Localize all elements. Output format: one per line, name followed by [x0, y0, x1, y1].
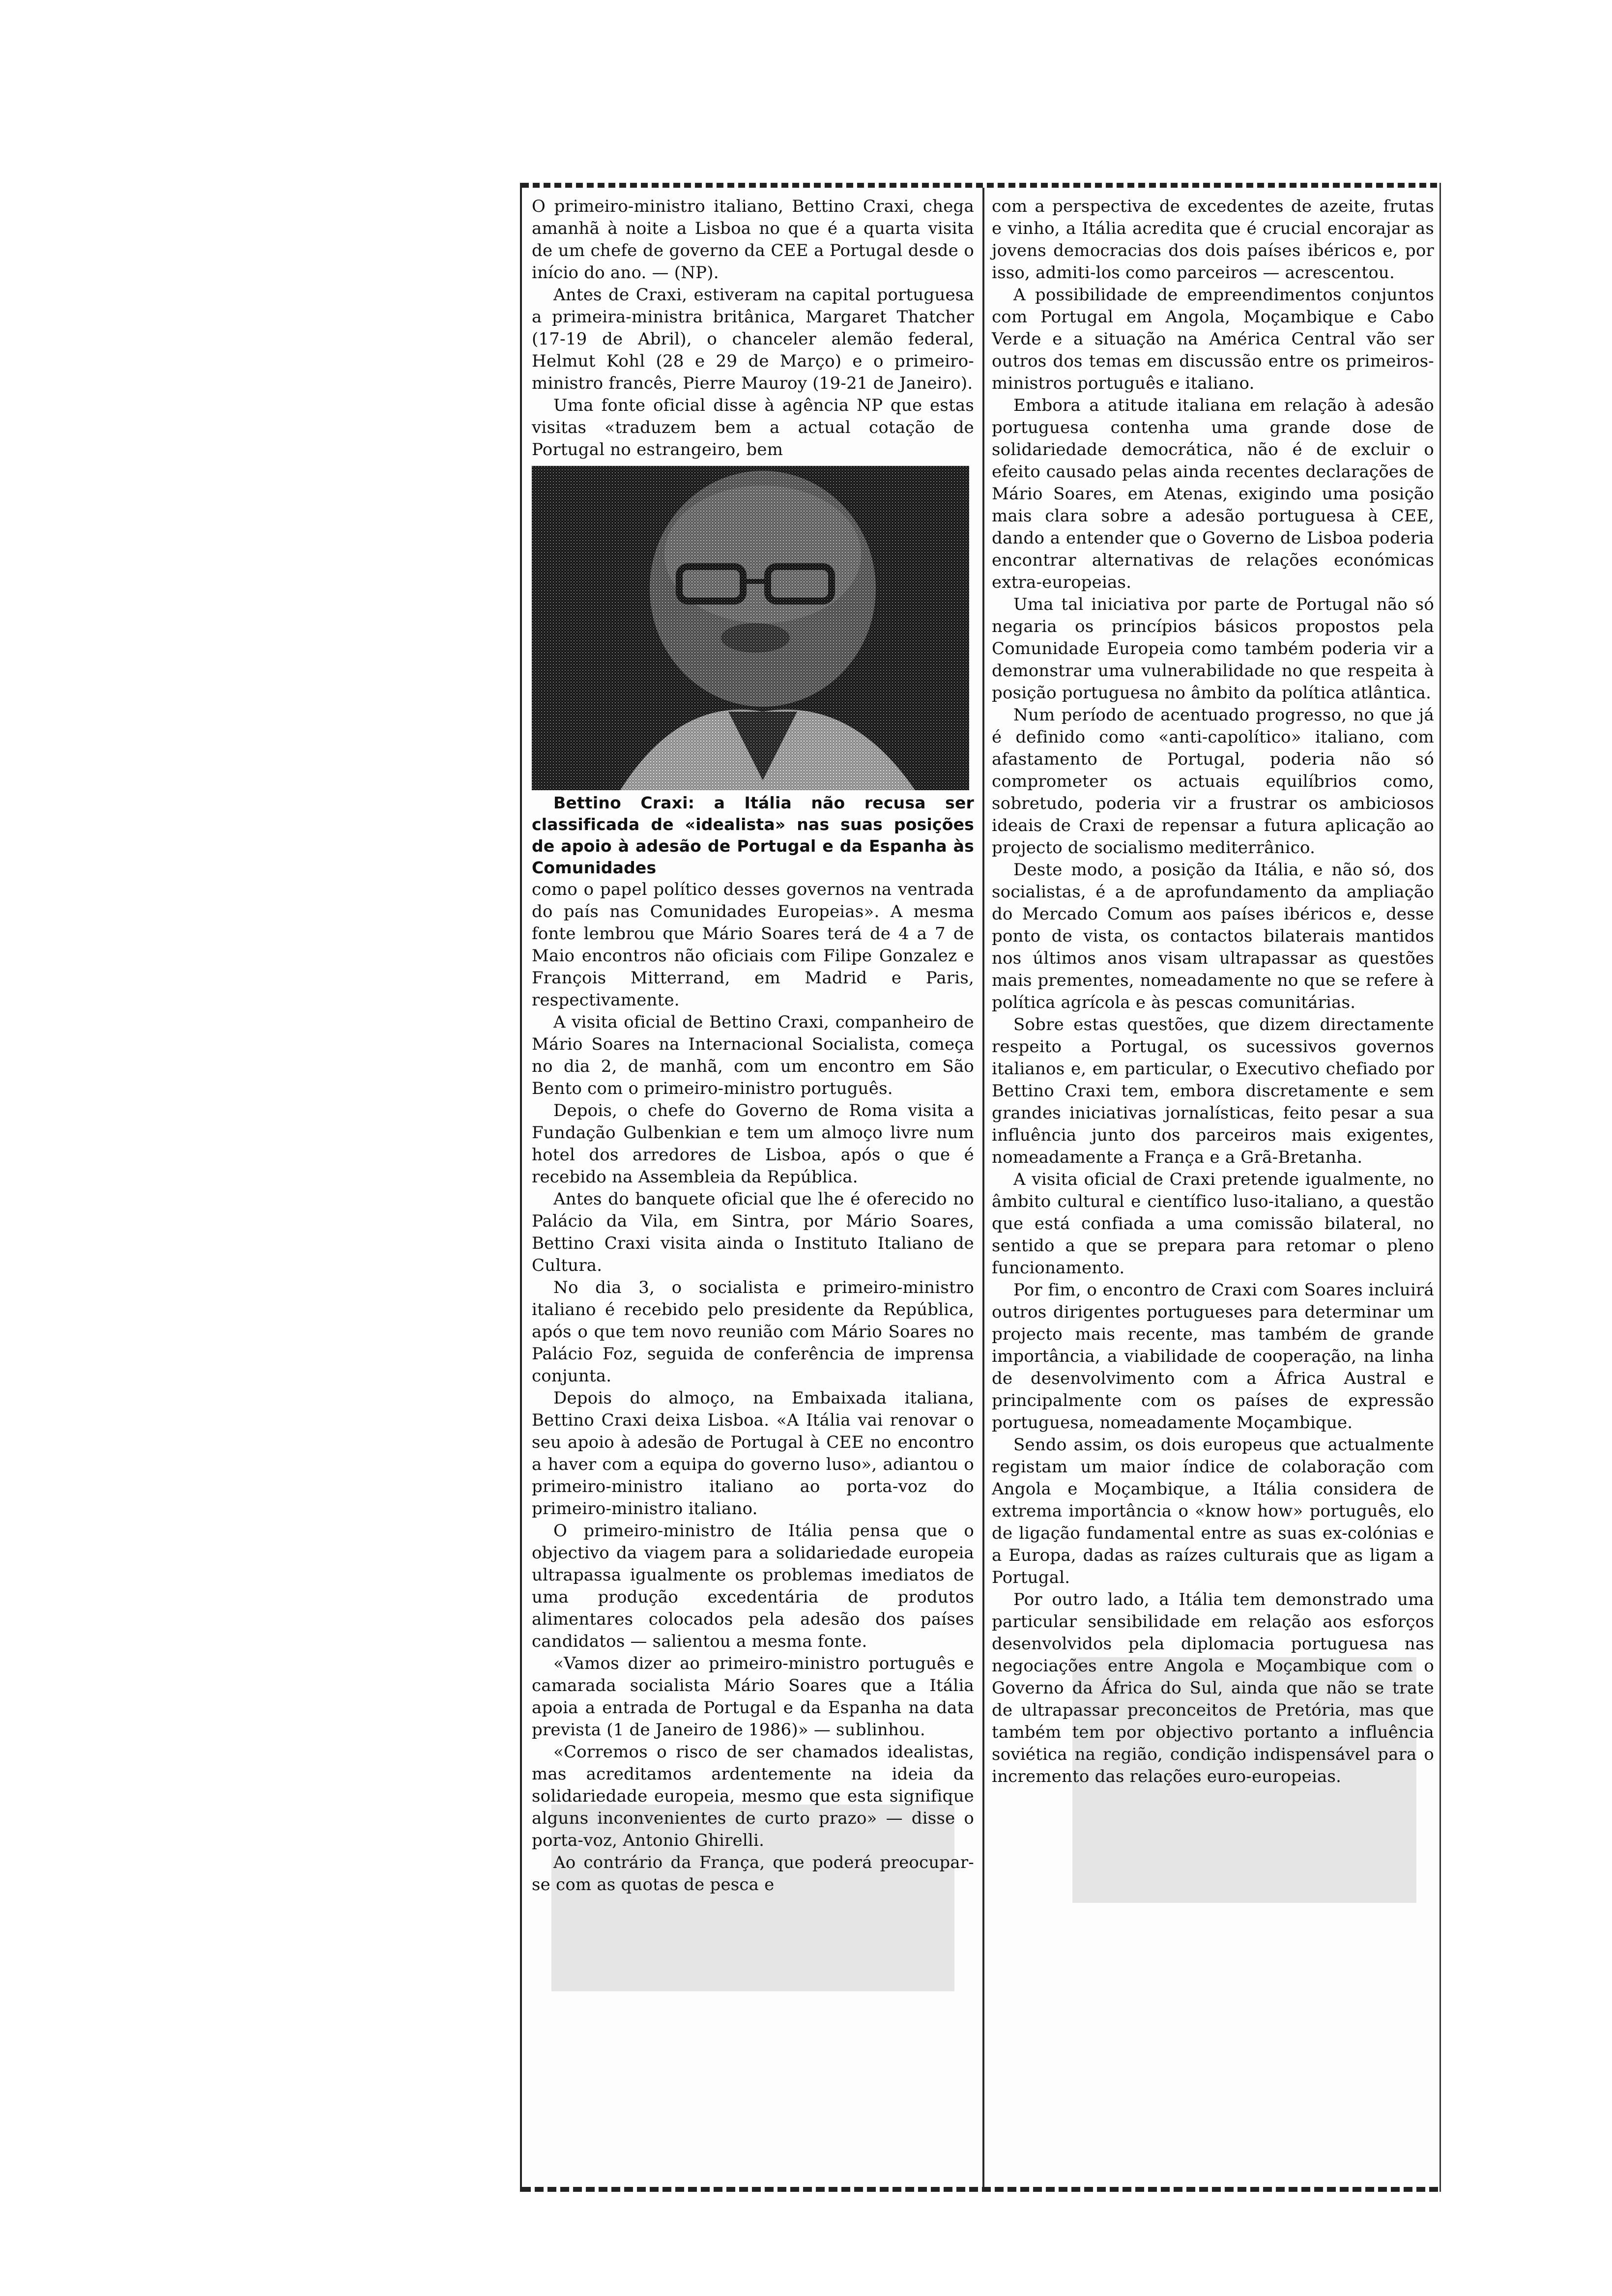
article-paragraph: Sobre estas questões, que dizem directamente respeito a Portugal, os sucessivos governos italianos e, em particular, o Executivo chefiado por Bettino Craxi tem, embora discretamente e sem grandes iniciativas jornalísticas, feito pesar a sua influência junto dos parceiros mais exigentes, nomeadamente a França e a Grã-Bretanha.	[992, 1015, 1434, 1167]
article-right-column	[992, 196, 1434, 1788]
article-paragraph: Antes do banquete oficial que lhe é oferecido no Palácio da Vila, em Sintra, por Mário Soares, Bettino Craxi visita ainda o Instituto Italiano de Cultura.	[532, 1189, 974, 1275]
article-paragraph: «Vamos dizer ao primeiro-ministro português e camarada socialista Mário Soares que a Itália apoia a entrada de Portugal e da Espanha na data prevista (1 de Janeiro de 1986)» — sublinhou.	[532, 1654, 974, 1740]
article-paragraph: Ao contrário da França, que poderá preocupar-se com as quotas de pesca e	[532, 1853, 974, 1894]
article-paragraph: A visita oficial de Craxi pretende igualmente, no âmbito cultural e científico luso-italiano, a questão que está confiada a uma comissão bilateral, no sentido a que se prepara para retomar o pleno funcionamento.	[992, 1170, 1434, 1278]
article-paragraph: como o papel político desses governos na ventrada do país nas Comunidades Europeias». A mesma fonte lembrou que Mário Soares terá de 4 a 7 de Maio encontros não oficiais com Filipe Gonzalez e François Mitterrand, em Madrid e Paris, respectivamente.	[532, 880, 974, 1010]
article-paragraph: Uma fonte oficial disse à agência NP que estas visitas «traduzem bem a actual cotação de Portugal no estrangeiro, bem	[532, 396, 974, 459]
article-paragraph: com a perspectiva de excedentes de azeite, frutas e vinho, a Itália acredita que é crucial encorajar as jovens democracias dos dois países ibéricos e, por isso, admiti-los como parceiros — acrescentou.	[992, 197, 1434, 283]
article-paragraph: Por fim, o encontro de Craxi com Soares incluirá outros dirigentes portugueses para determinar um projecto mais recente, mas também de grande importância, a viabilidade de cooperação, na linha de desenvolvimento com a África Austral e principalmente com os países de expressão portuguesa, nomeadamente Moçambique.	[992, 1280, 1434, 1433]
article-paragraph: Num período de acentuado progresso, no que já é definido como «anti-capolítico» italiano, com afastamento de Portugal, poderia não só comprometer os actuais equilíbrios como, sobretudo, poderia vir a frustrar os ambiciosos ideais de Craxi de repensar a futura aplicação ao projecto de socialismo mediterrânico.	[992, 705, 1434, 858]
article-paragraph: Antes de Craxi, estiveram na capital portuguesa a primeira-ministra britânica, Margaret Thatcher (17-19 de Abril), o chanceler alemão federal, Helmut Kohl (28 e 29 de Março) e o primeiro-ministro francês, Pierre Mauroy (19-21 de Janeiro).	[532, 285, 974, 393]
article-paragraph: O primeiro-ministro italiano, Bettino Craxi, chega amanhã à noite a Lisboa no que é a quarta visita de um chefe de governo da CEE a Portugal desde o início do ano. — (NP).	[532, 197, 974, 283]
article-paragraph: Embora a atitude italiana em relação à adesão portuguesa contenha uma grande dose de solidariedade democrática, não é de excluir o efeito causado pelas ainda recentes declarações de Mário Soares, em Atenas, exigindo uma posição mais clara sobre a adesão portuguesa à CEE, dando a entender que o Governo de Lisboa poderia encontrar alternativas de relações económicas extra-europeias.	[992, 396, 1434, 592]
column-divider	[982, 188, 984, 2187]
article-left-column	[532, 196, 974, 1896]
newspaper-clipping	[520, 183, 1441, 2192]
article-paragraph: No dia 3, o socialista e primeiro-ministro italiano é recebido pelo presidente da República, após o que tem novo reunião com Mário Soares no Palácio Foz, seguida de conferência de imprensa conjunta.	[532, 1278, 974, 1386]
article-paragraph: A visita oficial de Bettino Craxi, companheiro de Mário Soares na Internacional Socialista, começa no dia 2, de manhã, com um encontro em São Bento com o primeiro-ministro português.	[532, 1012, 974, 1098]
article-paragraph: Uma tal iniciativa por parte de Portugal não só negaria os princípios básicos propostos pela Comunidade Europeia como também poderia vir a demonstrar uma vulnerabilidade no que respeita à posição portuguesa no âmbito da política atlântica.	[992, 595, 1434, 703]
article-paragraph: Depois do almoço, na Embaixada italiana, Bettino Craxi deixa Lisboa. «A Itália vai renovar o seu apoio à adesão de Portugal à CEE no encontro a haver com a equipa do governo luso», adiantou o primeiro-ministro italiano ao porta-voz do primeiro-ministro italiano.	[532, 1388, 974, 1519]
article-paragraph: Depois, o chefe do Governo de Roma visita a Fundação Gulbenkian e tem um almoço livre num hotel dos arredores de Lisboa, após o que é recebido na Assembleia da República.	[532, 1101, 974, 1187]
clipping-top-edge	[522, 183, 1439, 188]
article-paragraph: O primeiro-ministro de Itália pensa que o objectivo da viagem para a solidariedade europeia ultrapassa igualmente os problemas imediatos de uma produção excedentária de produtos alimentares colocados pela adesão dos países candidatos — salientou a mesma fonte.	[532, 1521, 974, 1651]
photo-caption: Bettino Craxi: a Itália não recusa ser classificada de «idealista» nas suas posições de apoio à adesão de Portugal e da Espanha às Comunidades	[532, 793, 974, 877]
article-paragraph: Por outro lado, a Itália tem demonstrado uma particular sensibilidade em relação aos esforços desenvolvidos pela diplomacia portuguesa nas negociações entre Angola e Moçambique com o Governo da África do Sul, ainda que não se trate de ultrapassar preconceitos de Pretória, mas que também tem por objectivo portanto a influência soviética na região, condição indispensável para o incremento das relações euro-europeias.	[992, 1590, 1434, 1786]
article-paragraph: «Corremos o risco de ser chamados idealistas, mas acreditamos ardentemente na ideia da solidariedade europeia, mesmo que esta signifique alguns inconvenientes de curto prazo» — disse o porta-voz, Antonio Ghirelli.	[532, 1742, 974, 1850]
clipping-bottom-edge	[522, 2187, 1439, 2192]
article-paragraph: Deste modo, a posição da Itália, e não só, dos socialistas, é a de aprofundamento da ampliação do Mercado Comum aos países ibéricos e, desse ponto de vista, os contactos bilaterais mantidos nos últimos anos visam ultrapassar as questões mais prementes, nomeadamente no que se refere à política agrícola e às pescas comunitárias.	[992, 860, 1434, 1012]
craxi-portrait-photo	[532, 466, 969, 790]
article-paragraph: Sendo assim, os dois europeus que actualmente registam um maior índice de colaboração com Angola e Moçambique, a Itália considera de extrema importância o «know how» português, elo de ligação fundamental entre as suas ex-colónias e a Europa, dadas as raízes culturais que as ligam a Portugal.	[992, 1435, 1434, 1587]
article-paragraph: A possibilidade de empreendimentos conjuntos com Portugal em Angola, Moçambique e Cabo Verde e a situação na América Central vão ser outros dos temas em discussão entre os primeiros-ministros português e italiano.	[992, 285, 1434, 393]
